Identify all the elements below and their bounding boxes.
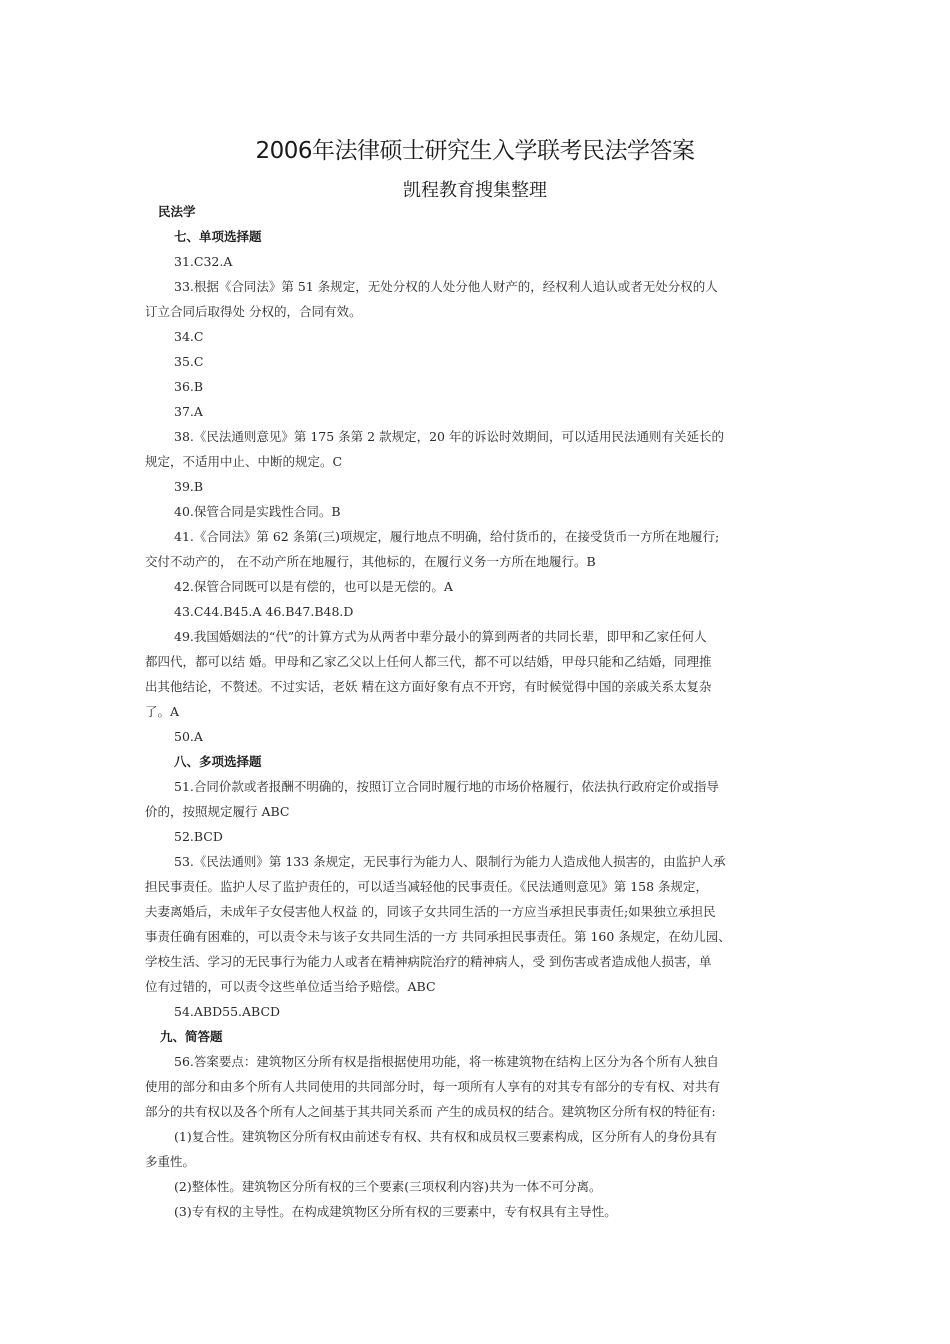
answer-line: 事责任确有困难的，可以责令未与该子女共同生活的一方 共同承担民事责任。第 160 条规定，在幼儿园、 (145, 929, 731, 944)
section-heading-single-choice: 七、单项选择题 (174, 229, 262, 244)
answer-line: 50.A (174, 729, 203, 744)
answer-line: (3)专有权的主导性。在构成建筑物区分所有权的三要素中，专有权具有主导性。 (174, 1204, 617, 1219)
answer-line: 42.保管合同既可以是有偿的，也可以是无偿的。A (174, 579, 453, 594)
answer-line: 54.ABD55.ABCD (174, 1004, 281, 1019)
answer-line: 学校生活、学习的无民事行为能力人或者在精神病院治疗的精神病人，受 到伤害或者造成他人损害，单 (145, 954, 712, 969)
answer-line: 37.A (174, 404, 203, 419)
answer-line: 交付不动产的， 在不动产所在地履行，其他标的，在履行义务一方所在地履行。B (145, 554, 596, 569)
answer-line: 35.C (174, 354, 204, 369)
answer-line: 出其他结论，不赘述。不过实话，老妖 精在这方面好象有点不开窍，有时候觉得中国的亲戚关系太复杂 (145, 679, 712, 694)
answer-line: 使用的部分和由多个所有人共同使用的共同部分时，每一项所有人享有的对其专有部分的专有权、对共有 (145, 1079, 721, 1094)
answer-line: 多重性。 (145, 1154, 196, 1169)
answer-line: 51.合同价款或者报酬不明确的，按照订立合同时履行地的市场价格履行，依法执行政府定价或指导 (174, 779, 719, 794)
answer-line: 39.B (174, 479, 204, 494)
answer-line: (1)复合性。建筑物区分所有权由前述专有权、共有权和成员权三要素构成，区分所有人的身份具有 (174, 1129, 717, 1144)
answer-line: 夫妻离婚后，未成年子女侵害他人权益 的，同该子女共同生活的一方应当承担民事责任;如果独立承担民 (145, 904, 716, 919)
answer-line: 41.《合同法》第 62 条第(三)项规定，履行地点不明确，给付货币的，在接受货币一方所在地履行; (174, 529, 720, 544)
document-subtitle: 凯程教育搜集整理 (403, 180, 547, 201)
answer-line: 价的，按照规定履行 ABC (145, 804, 290, 819)
answer-line: 53.《民法通则》第 133 条规定，无民事行为能力人、限制行为能力人造成他人损害的，由监护人承 (174, 854, 726, 869)
answer-line: 56.答案要点：建筑物区分所有权是指根据使用功能，将一栋建筑物在结构上区分为各个所有人独自 (174, 1054, 719, 1069)
answer-line: 38.《民法通则意见》第 175 条第 2 款规定，20 年的诉讼时效期间，可以适用民法通则有关延长的 (174, 429, 724, 444)
answer-line: 43.C44.B45.A 46.B47.B48.D (174, 604, 354, 619)
answer-line: 规定，不适用中止、中断的规定。C (145, 454, 343, 469)
answer-line: 订立合同后取得处 分权的，合同有效。 (145, 304, 362, 319)
answer-line: (2)整体性。建筑物区分所有权的三个要素(三项权利内容)共为一体不可分离。 (174, 1179, 602, 1194)
answer-line: 36.B (174, 379, 204, 394)
answer-line: 31.C32.A (174, 254, 233, 269)
answer-line: 都四代，都可以结 婚。甲母和乙家乙父以上任何人都三代，都不可以结婚，甲母只能和乙结婚，同理推 (145, 654, 712, 669)
answer-line: 34.C (174, 329, 204, 344)
answer-line: 担民事责任。监护人尽了监护责任的，可以适当减轻他的民事责任。《民法通则意见》第 158 条规定， (145, 879, 709, 894)
section-heading-civil-law: 民法学 (158, 204, 196, 219)
answer-line: 33.根据《合同法》第 51 条规定，无处分权的人处分他人财产的，经权利人追认或者无处分权的人 (174, 279, 718, 294)
section-heading-multiple-choice: 八、多项选择题 (174, 754, 262, 769)
answer-line: 部分的共有权以及各个所有人之间基于其共同关系而 产生的成员权的结合。建筑物区分所有权的特征有: (145, 1104, 716, 1119)
answer-line: 49.我国婚姻法的“代”的计算方式为从两者中辈分最小的算到两者的共同长辈，即甲和乙家任何人 (174, 629, 707, 644)
answer-line: 了。A (145, 704, 180, 719)
answer-line: 52.BCD (174, 829, 223, 844)
answer-line: 位有过错的，可以责令这些单位适当给予赔偿。ABC (145, 979, 436, 994)
document-title: 2006年法律硕士研究生入学联考民法学答案 (255, 138, 695, 164)
section-heading-short-answer: 九、简答题 (160, 1029, 223, 1044)
answer-line: 40.保管合同是实践性合同。B (174, 504, 341, 519)
